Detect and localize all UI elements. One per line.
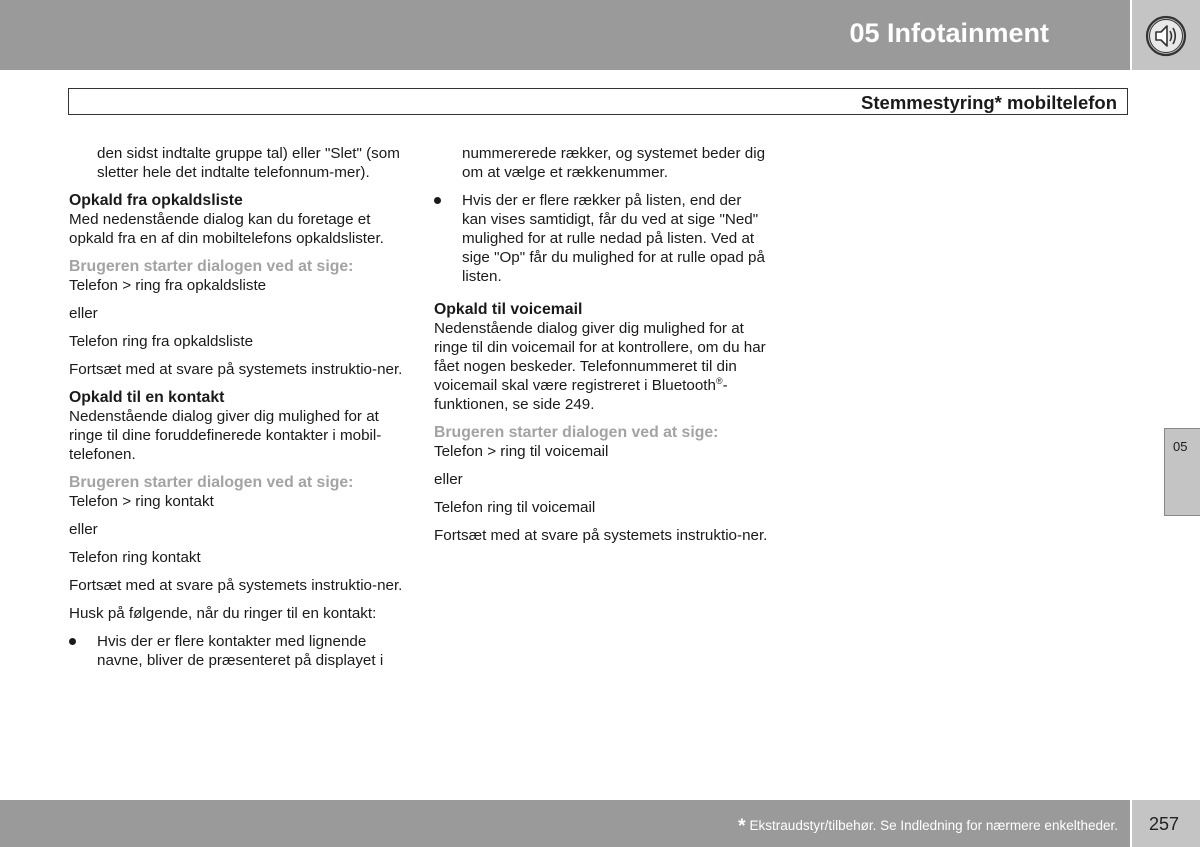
paragraph: den sidst indtalte gruppe tal) eller "Slet" (som sletter hele det indtalte telefonnum-mer). (97, 145, 400, 181)
paragraph-text-end: -funktionen, se side 249. (434, 377, 728, 413)
voice-command: Telefon > ring til voicemail (434, 443, 609, 460)
footnote-text: Ekstraudstyr/tilbehør. Se Indledning for nærmere enkeltheder. (749, 818, 1118, 833)
paragraph: eller (69, 521, 98, 538)
paragraph: Nedenstående dialog giver dig mulighed for at ringe til dine foruddefinerede kontakter i mobil-telefonen. (69, 408, 382, 463)
paragraph: Fortsæt med at svare på systemets instruktio-ner. (434, 527, 768, 544)
bullet-text: Hvis der er flere rækker på listen, end der kan vises samtidigt, får du ved at sige "Ned" mulighed for at rulle nedad på listen. Ved at sige "Op" får du mulighed for at rulle opad på listen. (462, 192, 765, 285)
paragraph: Husk på følgende, når du ringer til en kontakt: (69, 605, 377, 622)
header-bar (0, 0, 1130, 70)
paragraph: eller (69, 305, 98, 322)
page-number-box (1132, 800, 1200, 847)
speaker-icon (1145, 15, 1187, 57)
section-header (68, 88, 1128, 115)
chapter-tab-label: 05 (1173, 439, 1188, 454)
voice-command: Telefon > ring fra opkaldsliste (69, 277, 267, 294)
bullet-text: Hvis der er flere kontakter med lignende navne, bliver de præsenteret på displayet i (97, 633, 384, 669)
footer-bar (0, 800, 1130, 847)
dialog-prompt-label: Brugeren starter dialogen ved at sige: (69, 258, 354, 275)
footnote-star: * (738, 816, 746, 837)
voice-command: Telefon > ring kontakt (69, 493, 214, 510)
voice-command: Telefon ring kontakt (69, 549, 201, 566)
footnote (738, 816, 1118, 838)
bullet-icon (434, 197, 441, 204)
left-column (69, 144, 404, 679)
heading-opkald-til-voicemail: Opkald til voicemail (434, 301, 583, 318)
paragraph (434, 319, 770, 414)
dialog-prompt-label: Brugeren starter dialogen ved at sige: (69, 474, 354, 491)
section-title: Stemmestyring* mobiltelefon (861, 92, 1117, 113)
paragraph: Med nedenstående dialog kan du foretage et opkald fra en af din mobiltelefons opkaldslister. (69, 211, 384, 247)
registered-mark: ® (715, 375, 723, 386)
heading-opkald-fra-opkaldsliste: Opkald fra opkaldsliste (69, 192, 243, 209)
paragraph: nummererede rækker, og systemet beder dig om at vælge et rækkenummer. (462, 145, 766, 181)
paragraph: eller (434, 471, 463, 488)
heading-opkald-til-en-kontakt: Opkald til en kontakt (69, 389, 225, 406)
bullet-item (434, 191, 770, 286)
voice-command: Telefon ring til voicemail (434, 499, 596, 516)
page-number: 257 (1149, 814, 1180, 834)
bullet-item (69, 632, 404, 670)
paragraph: Fortsæt med at svare på systemets instruktio-ner. (69, 577, 403, 594)
right-column (434, 144, 770, 554)
header-icon-box (1132, 0, 1200, 70)
chapter-tab (1164, 428, 1200, 516)
bullet-icon (69, 638, 76, 645)
dialog-prompt-label: Brugeren starter dialogen ved at sige: (434, 424, 719, 441)
paragraph: Fortsæt med at svare på systemets instruktio-ner. (69, 361, 403, 378)
voice-command: Telefon ring fra opkaldsliste (69, 333, 254, 350)
paragraph-text: Nedenstående dialog giver dig mulighed for at ringe til din voicemail for at kontrollere, om du har fået nogen beskeder. Telefonnummeret til din voicemail skal være registreret i Bluetooth (434, 320, 766, 394)
chapter-title: 05 Infotainment (849, 18, 1049, 48)
